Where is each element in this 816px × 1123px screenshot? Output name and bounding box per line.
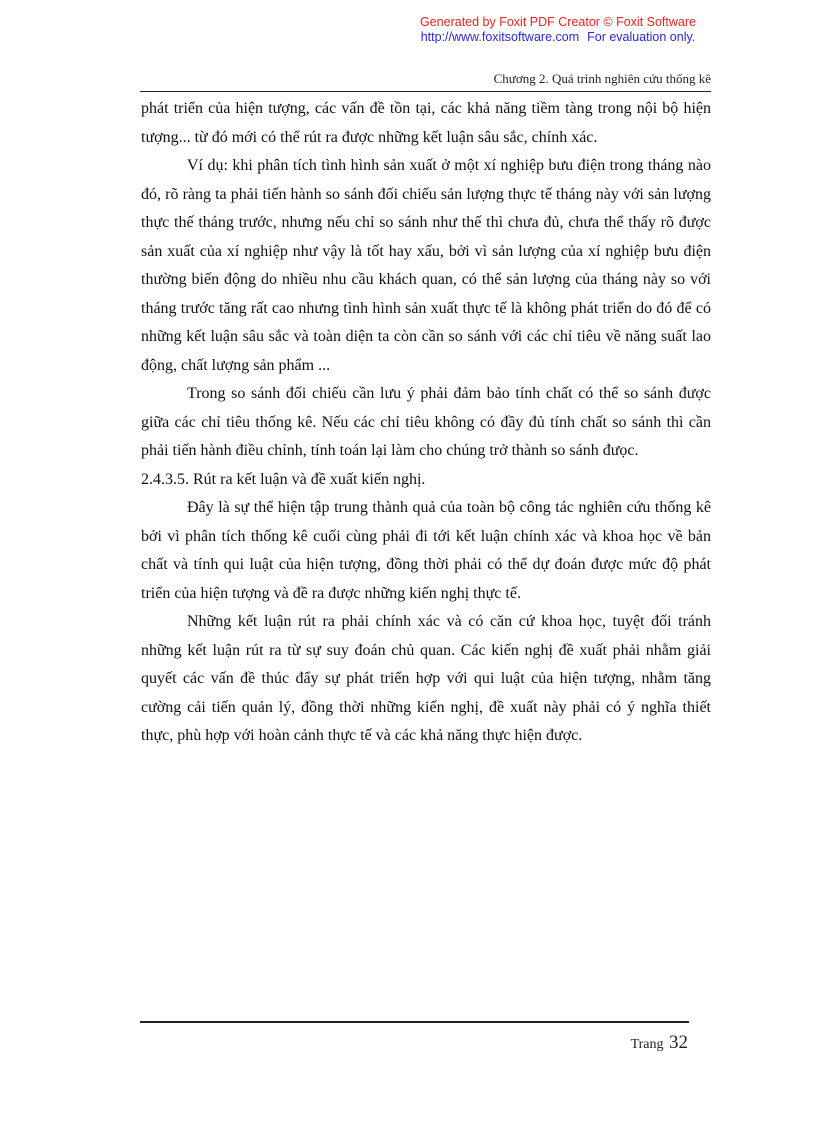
section-title: Rút ra kết luận và đề xuất kiến nghị. (193, 470, 426, 488)
page-number (631, 1032, 688, 1054)
paragraph-continuation: phát triển của hiện tượng, các vấn đề tồn tại, các khả năng tiềm tàng trong nội bộ hiện tượng... từ đó mới có thể rút ra được những kết luận sâu sắc, chính xác. (141, 100, 711, 146)
watermark-url-link[interactable]: http://www.foxitsoftware.com (420, 30, 580, 44)
section-heading (141, 466, 711, 495)
chapter-header-title: Chương 2. Quá trình nghiên cứu thống kê (493, 71, 711, 86)
paragraph-example: Ví dụ: khi phân tích tình hình sản xuất ở một xí nghiệp bưu điện trong tháng nào đó, rõ ràng ta phải tiến hành so sánh đối chiếu sản lượng thực tế tháng này với sản lượng thực thế tháng trước, nhưng nếu chỉ so sánh như thế thì chưa đủ, chưa thể thấy rõ được sản xuất của xí nghiệp như vậy là tốt hay xấu, bởi vì sản lượng của xí nghiệp bưu điện thường biến động do nhiều nhu cầu khách quan, có thể sản lượng của tháng này so với tháng trước tăng rất cao nhưng tình hình sản xuất thực tế là không phát triển do đó để có những kết luận sâu sắc và toàn diện ta còn cần so sánh với các chỉ tiêu về năng suất lao động, chất lượng sản phẩm ... (141, 157, 711, 374)
section-number: 2.4.3.5. (141, 470, 189, 488)
header-divider (140, 91, 711, 92)
page-label: Trang (630, 1037, 664, 1052)
watermark-generator-text: Generated by Foxit PDF Creator © Foxit Software (420, 15, 696, 29)
footer-divider (140, 1021, 689, 1023)
document-body (141, 95, 711, 751)
page-number-value: 32 (669, 1032, 688, 1053)
watermark-url-line (408, 30, 708, 45)
paragraph-conclusion-requirements: Những kết luận rút ra phải chính xác và có căn cứ khoa học, tuyệt đối tránh những kết luận rút ra từ sự suy đoán chủ quan. Các kiến nghị đề xuất phải nhằm giải quyết các vấn đề thúc đẩy sự phát triển hợp với qui luật của hiện tượng, nhằm tăng cường cải tiến quản lý, đồng thời những kiến nghị, đề xuất này phải có ý nghĩa thiết thực, phù hợp với hoàn cảnh thực tế và các khả năng thực hiện được. (141, 613, 711, 744)
watermark-evaluation-text: For evaluation only. (587, 30, 696, 44)
foxit-watermark (408, 15, 708, 45)
paragraph-comparison-note: Trong so sánh đối chiếu cần lưu ý phải đảm bảo tính chất có thể so sánh được giữa các chỉ tiêu thống kê. Nếu các chỉ tiêu không có đầy đủ tính chất so sánh thì cần phải tiến hành điều chỉnh, tính toán lại làm cho chúng trở thành so sánh đưọc. (141, 385, 711, 459)
paragraph-conclusion-summary: Đây là sự thể hiện tập trung thành quả của toàn bộ công tác nghiên cứu thống kê bởi vì phân tích thống kê cuối cùng phải đi tới kết luận chính xác và khoa học về bản chất và tính qui luật của hiện tượng, đồng thời phải có thể dự đoán được mức độ phát triển của hiện tượng và đề ra được những kiến nghị thực tế. (141, 499, 711, 602)
